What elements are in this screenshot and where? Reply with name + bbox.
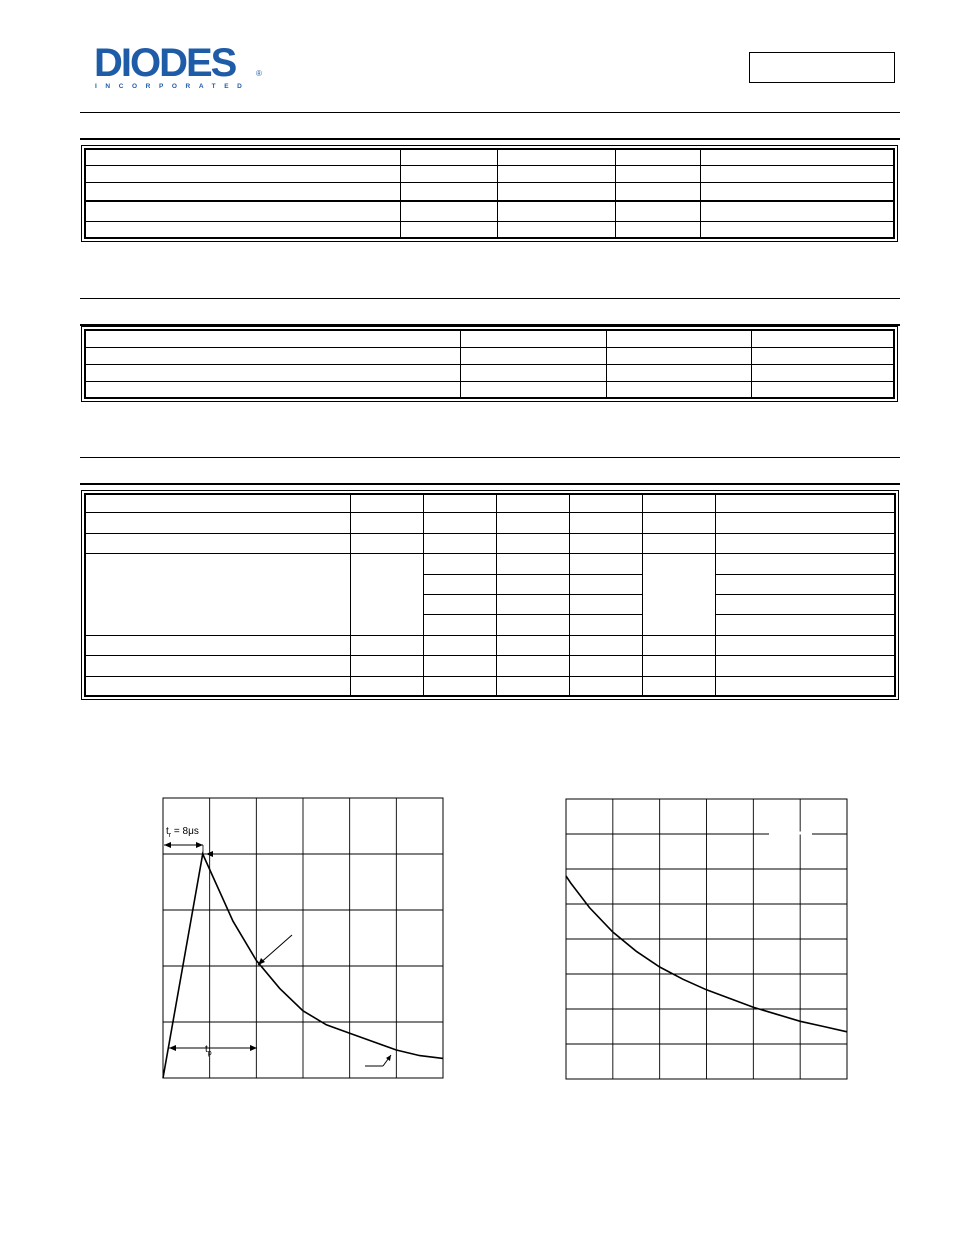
table-row [85,655,895,676]
table-row [85,364,894,381]
section-rule [80,138,900,140]
logo-registered: ® [256,69,262,78]
chart-grid [566,799,847,1079]
arrow-left-icon [169,1045,176,1051]
table-row [85,381,894,398]
table-row [85,533,895,553]
table-row [85,553,895,574]
section-rule [80,457,900,458]
table-row [85,347,894,364]
tp-label: $t_p$ [205,1044,212,1057]
table-3 [84,493,896,697]
table-row [85,635,895,655]
table-row [85,330,894,347]
diodes-logo [94,40,269,92]
section-rule [80,112,900,113]
table-row [85,149,894,165]
decay-curve-chart [555,790,855,1090]
chart-grid [163,798,443,1078]
arrow-right-icon [196,842,203,848]
section-rule [80,298,900,299]
table-row [85,512,895,533]
section-rule [80,483,900,485]
pulse-waveform-chart [150,790,450,1090]
table-row [85,165,894,182]
table-row [85,494,895,512]
table-row [85,182,894,201]
table-1 [84,148,895,239]
arrow-left-icon [164,842,171,848]
part-number-box [749,52,895,83]
table-row [85,221,894,238]
table-row [85,676,895,696]
arrow-icon [258,958,265,965]
logo-brand: DIODES [94,41,236,85]
table-row [85,201,894,221]
tr-label: $t_r = 8\mu s$ [166,826,199,839]
table-2 [84,329,895,399]
logo-subtitle: INCORPORATED [95,83,251,90]
section-rule [80,324,900,326]
